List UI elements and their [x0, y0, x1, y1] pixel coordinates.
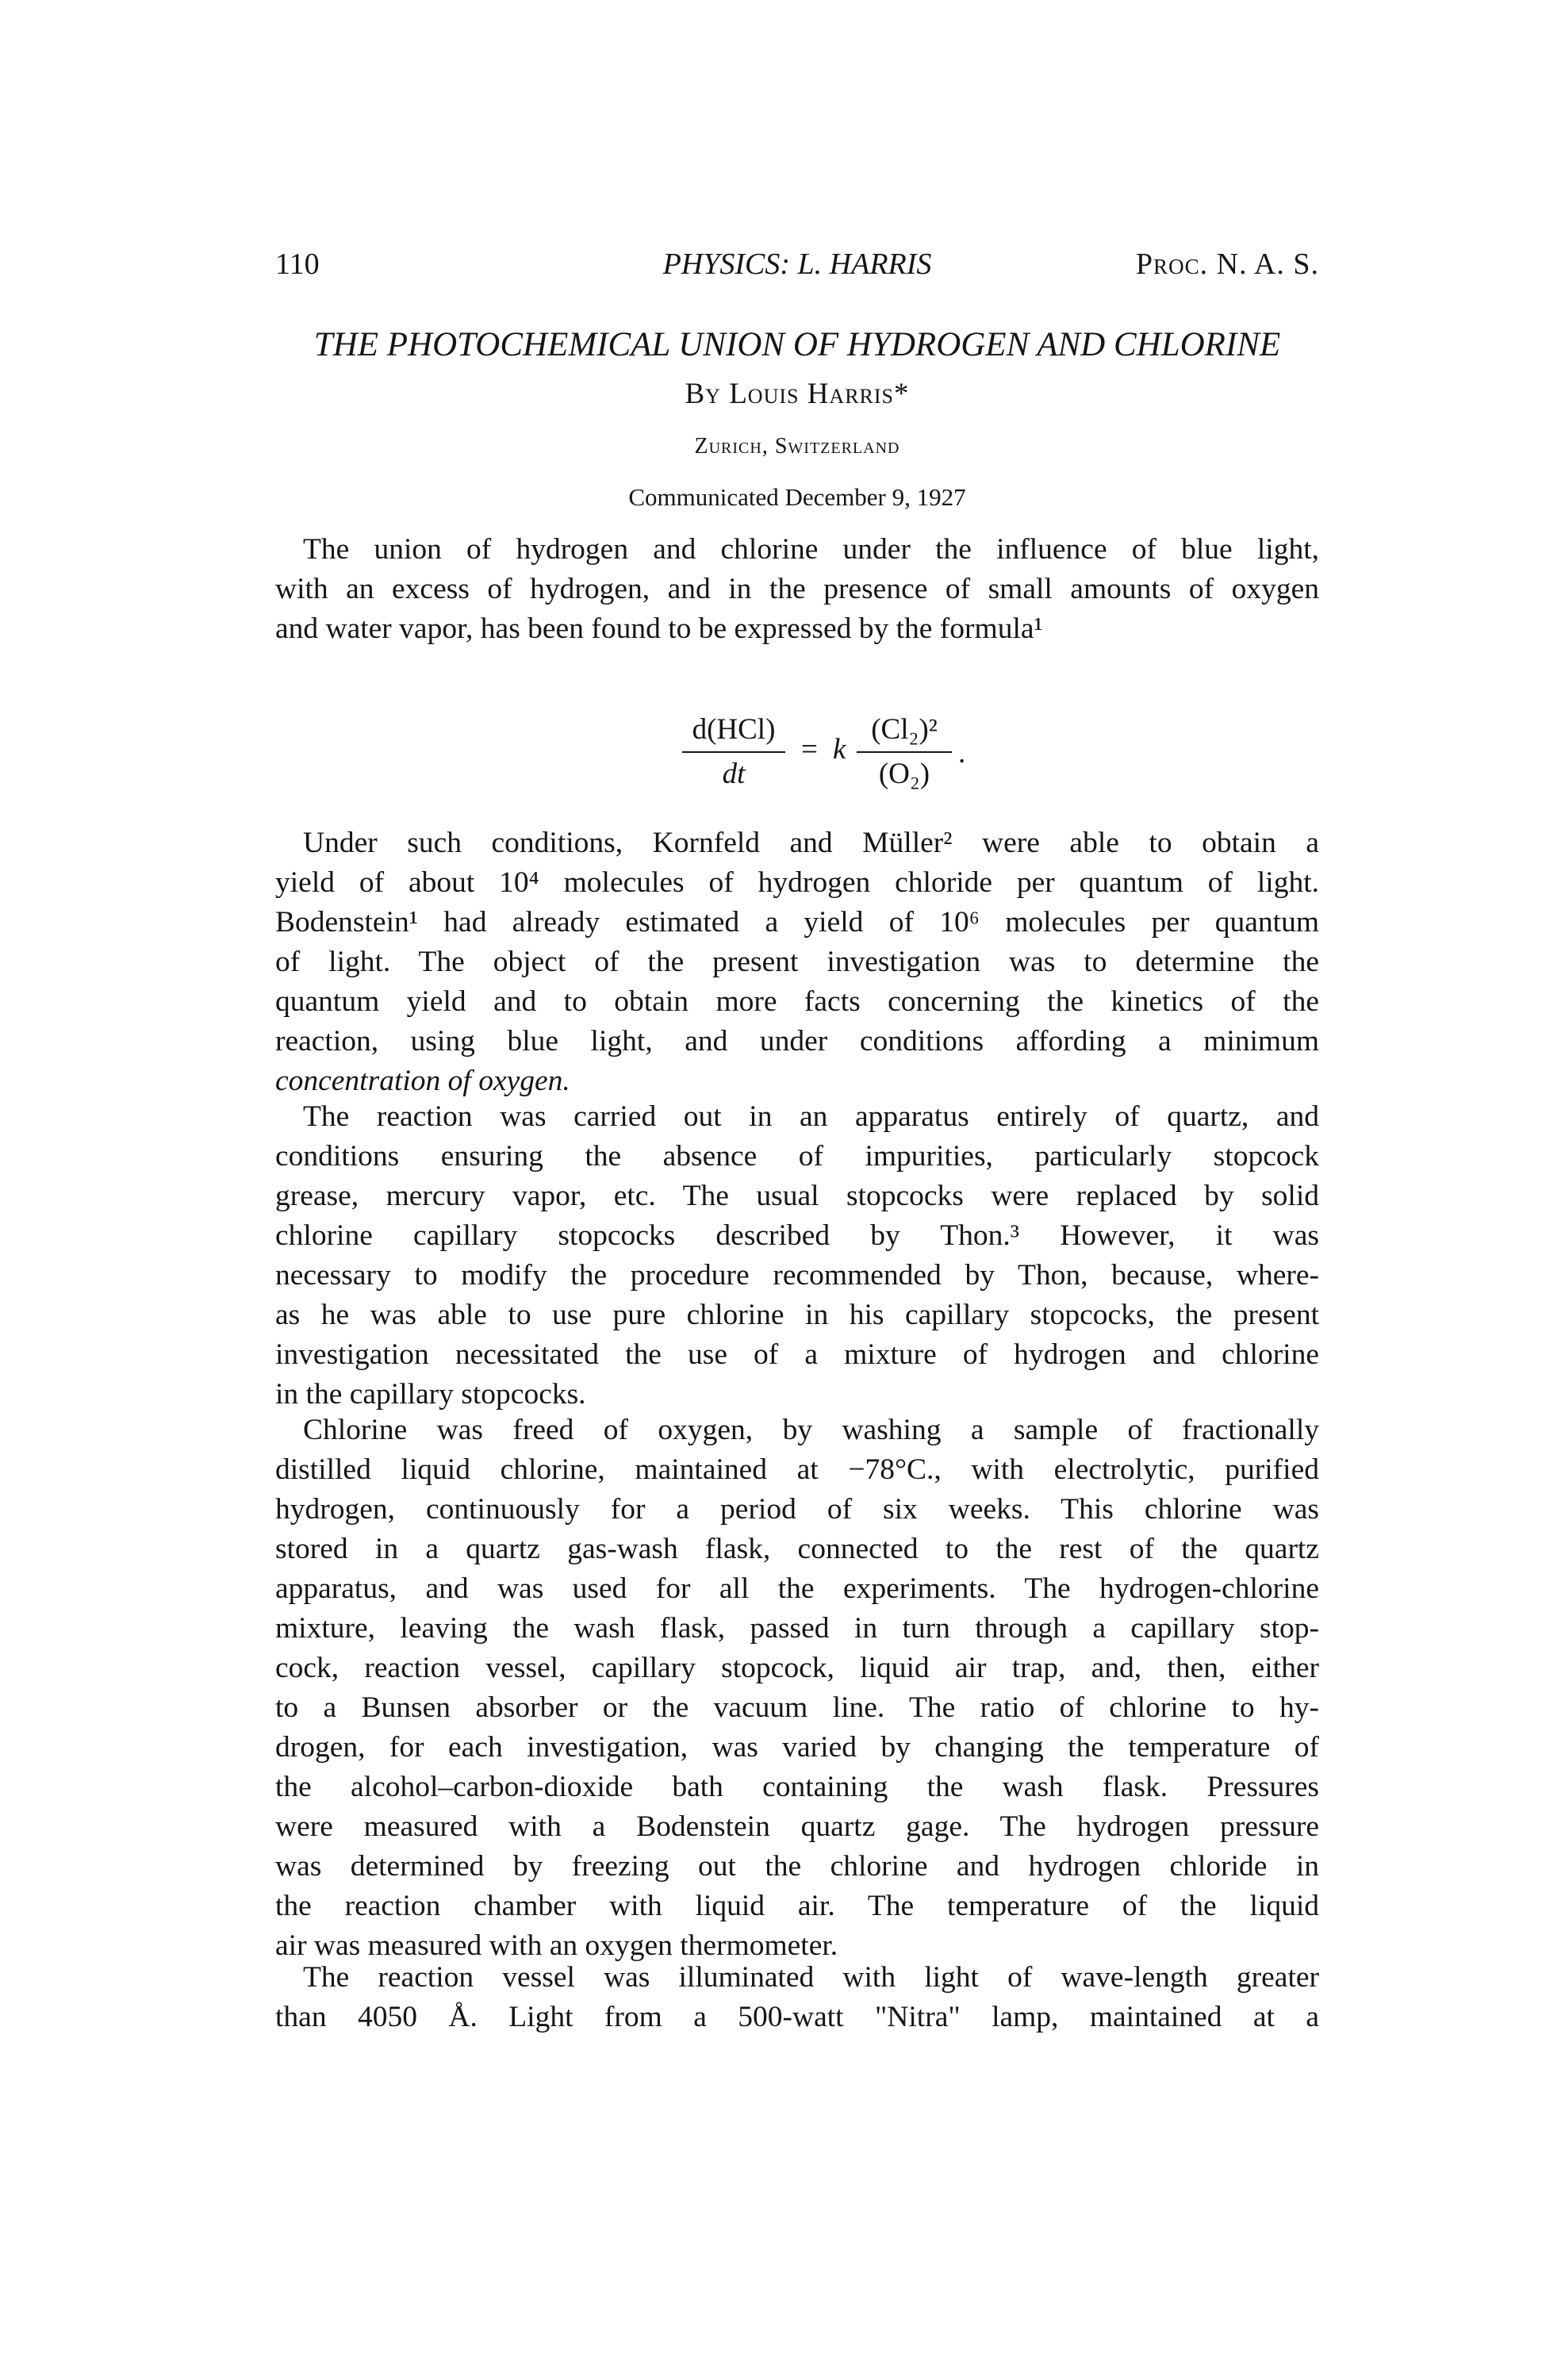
- text-line: the reaction chamber with liquid air. The temperature of the liquid: [275, 1890, 1319, 1922]
- text-line: with an excess of hydrogen, and in the presence of small amounts of oxygen: [275, 573, 1319, 605]
- running-head-author: PHYSICS: L. HARRIS: [662, 248, 932, 281]
- paragraph: [275, 1097, 1319, 1415]
- article-title: THE PHOTOCHEMICAL UNION OF HYDROGEN AND CHLORINE: [313, 326, 1281, 363]
- denominator: (O₂): [878, 758, 930, 790]
- text-line: Chlorine was freed of oxygen, by washing a sample of fractionally: [303, 1414, 1319, 1446]
- text-line: than 4050 Å. Light from a 500-watt "Nitra" lamp, maintained at a: [275, 2001, 1319, 2033]
- paragraph: [275, 1958, 1319, 2037]
- numerator: d(HCl): [692, 713, 776, 746]
- author-location: Zurich, Switzerland: [694, 434, 900, 459]
- paragraph: [275, 1411, 1319, 1966]
- text-line: The union of hydrogen and chlorine under the influence of blue light,: [303, 533, 1319, 566]
- text-line: in the capillary stopcocks.: [275, 1378, 586, 1411]
- text-line: Bodenstein¹ had already estimated a yield of 10⁶ molecules per quantum: [275, 906, 1319, 939]
- page-number: 110: [275, 248, 320, 281]
- paragraph: [275, 823, 1319, 1101]
- text-line: to a Bunsen absorber or the vacuum line. The ratio of chlorine to hy-: [275, 1691, 1319, 1724]
- text-line: conditions ensuring the absence of impurities, particularly stopcock: [275, 1140, 1319, 1173]
- text-line: hydrogen, continuously for a period of six weeks. This chlorine was: [275, 1493, 1319, 1526]
- text-line: chlorine capillary stopcocks described by Thon.³ However, it was: [275, 1219, 1319, 1252]
- text-line: and water vapor, has been found to be expressed by the formula¹: [275, 612, 1043, 645]
- text-line: grease, mercury vapor, etc. The usual stopcocks were replaced by solid: [275, 1180, 1319, 1212]
- text-line: mixture, leaving the wash flask, passed in turn through a capillary stop-: [275, 1612, 1319, 1645]
- text-line: concentration of oxygen.: [275, 1065, 570, 1097]
- rate-constant: k: [833, 733, 846, 766]
- fraction-right: [857, 710, 952, 794]
- equals-sign: =: [801, 733, 818, 766]
- text-line: Under such conditions, Kornfeld and Müller² were able to obtain a: [303, 827, 1319, 859]
- text-line: The reaction vessel was illuminated with light of wave-length greater: [303, 1961, 1319, 1994]
- text-line: were measured with a Bodenstein quartz gage. The hydrogen pressure: [275, 1810, 1319, 1843]
- text-line: cock, reaction vessel, capillary stopcock, liquid air trap, and, then, either: [275, 1652, 1319, 1684]
- running-head: [275, 244, 1319, 284]
- fraction-bar: [857, 751, 952, 753]
- text-line: stored in a quartz gas-wash flask, connected to the rest of the quartz: [275, 1533, 1319, 1565]
- text-line: reaction, using blue light, and under conditions affording a minimum: [275, 1025, 1319, 1058]
- fraction-bar: [682, 751, 785, 753]
- journal-abbreviation: Proc. N. A. S.: [1135, 248, 1319, 281]
- text-line: investigation necessitated the use of a mixture of hydrogen and chlorine: [275, 1338, 1319, 1371]
- text-line: necessary to modify the procedure recommended by Thon, because, where-: [275, 1259, 1319, 1292]
- text-line: yield of about 10⁴ molecules of hydrogen chloride per quantum of light.: [275, 866, 1319, 899]
- numerator: (Cl₂)²: [871, 713, 938, 746]
- text-line: distilled liquid chlorine, maintained at −78°C., with electrolytic, purified: [275, 1453, 1319, 1486]
- text-line: apparatus, and was used for all the experiments. The hydrogen-chlorine: [275, 1572, 1319, 1605]
- fraction-left: [682, 710, 785, 794]
- text-line: as he was able to use pure chlorine in his capillary stopcocks, the present: [275, 1299, 1319, 1331]
- author-byline: By Louis Harris*: [685, 378, 910, 410]
- rate-formula: [682, 710, 1015, 805]
- text-line: drogen, for each investigation, was varied by changing the temperature of: [275, 1731, 1319, 1764]
- text-line: air was measured with an oxygen thermometer.: [275, 1929, 838, 1962]
- text-line: was determined by freezing out the chlorine and hydrogen chloride in: [275, 1850, 1319, 1883]
- text-line: The reaction was carried out in an apparatus entirely of quartz, and: [303, 1100, 1319, 1133]
- denominator: dt: [722, 758, 746, 790]
- text-line: the alcohol–carbon-dioxide bath containing the wash flask. Pressures: [275, 1771, 1319, 1803]
- formula-period: .: [958, 737, 966, 770]
- text-line: quantum yield and to obtain more facts concerning the kinetics of the: [275, 985, 1319, 1018]
- paragraph: [275, 530, 1319, 649]
- communicated-date: Communicated December 9, 1927: [628, 483, 966, 511]
- text-line: of light. The object of the present investigation was to determine the: [275, 946, 1319, 978]
